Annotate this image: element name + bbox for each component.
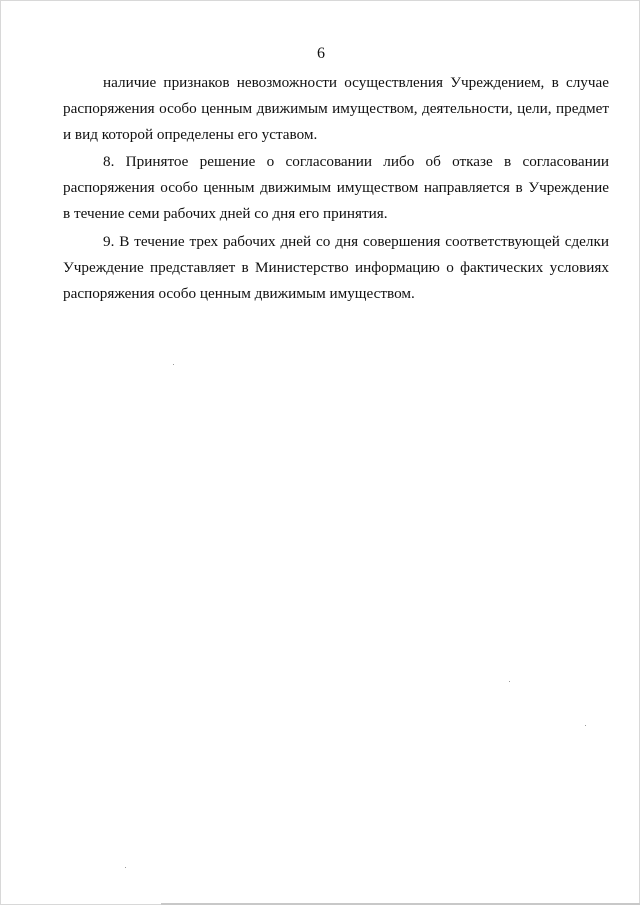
text-line: наличие признаков невозможности осуществления Учреждением, в случае [103,74,609,91]
text-line: в течение семи рабочих дней со дня его принятия. [63,205,388,222]
text-line: распоряжения особо ценным движимым имуществом. [63,285,415,302]
page-number: 6 [317,45,325,62]
paragraph-item-9 [63,229,609,307]
text-line: распоряжения особо ценным движимым имуществом направляется в Учреждение [63,179,609,196]
text-line: 9. В течение трех рабочих дней со дня совершения соответствующей сделки [103,233,609,250]
text-line: Учреждение представляет в Министерство информацию о фактических условиях [63,259,609,276]
scan-speck [173,364,174,365]
text-line: распоряжения особо ценным движимым имуществом, деятельности, цели, предмет [63,100,609,117]
text-line: 8. Принятое решение о согласовании либо об отказе в согласовании [103,153,609,170]
paragraph-item-8 [63,149,609,227]
scan-speck [125,867,126,868]
scan-speck [509,681,510,682]
paragraph-continued [63,70,609,148]
text-line: и вид которой определены его уставом. [63,126,318,143]
scan-speck [585,725,586,726]
